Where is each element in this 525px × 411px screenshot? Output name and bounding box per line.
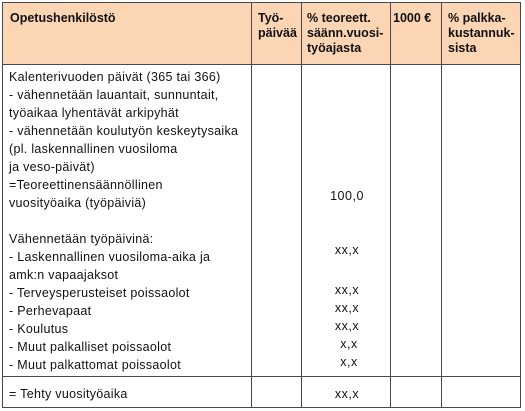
school-break-deduction-label-cont: (pl. laskennallinen vuosiloma [9,142,178,156]
row-divider [3,376,520,377]
other-unpaid-absence-value: x,x [340,355,358,369]
header-theoretical-line1: % teoreett. [307,11,371,25]
header-salary-cost-percent [448,11,515,56]
header-salary-line2: kustannuk- [448,26,515,40]
family-leave-value: xx,x [334,301,360,315]
other-unpaid-absence-label: - Muut palkattomat poissaolot [9,358,181,372]
calendar-days-label: Kalenterivuoden päivät (365 tai 366) [9,70,221,84]
deductions-heading: Vähennetään työpäivinä: [9,232,154,246]
theoretical-worktime-value: 100,0 [330,189,364,203]
theoretical-worktime-label: =Teoreettinensäännöllinen [9,178,163,192]
family-leave-label: - Perhevapaat [9,304,92,318]
column-divider [251,3,252,407]
health-absence-label: - Terveysperusteiset poissaolot [9,286,190,300]
header-workdays [258,11,297,41]
theoretical-worktime-label-cont: vuosityöaika (työpäiviä) [9,196,147,210]
school-break-deduction-label-cont2: ja veso-päivät) [9,160,95,174]
training-label: - Koulutus [9,322,69,336]
header-workdays-line2: päivää [258,26,297,40]
school-break-deduction-label: - vähennetään koulutyön keskeytysaika [9,124,239,138]
other-paid-absence-value: x,x [340,337,358,351]
header-salary-line1: % palkka- [448,11,506,25]
other-paid-absence-label: - Muut palkalliset poissaolot [9,340,172,354]
header-theoretical-line3: työajasta [307,41,362,55]
header-personnel: Opetushenkilöstö [10,11,116,25]
annual-leave-label-cont: amk:n vapaajaksot [9,268,119,282]
header-theoretical-percent [307,11,383,56]
weekend-deduction-label: - vähennetään lauantait, sunnuntait, [9,88,219,102]
annual-leave-value: xx,x [334,243,360,257]
actual-worktime-value: xx,x [334,387,360,401]
column-divider [441,3,442,407]
health-absence-value: xx,x [334,283,360,297]
header-workdays-line1: Työ- [258,11,284,25]
training-value: xx,x [334,319,360,333]
personnel-table [2,2,521,408]
header-salary-line3: sista [448,41,477,55]
header-theoretical-line2: säänn.vuosi- [307,26,384,40]
weekend-deduction-label-cont: työaikaa lyhentävät arkipyhät [9,106,179,120]
annual-leave-label: - Laskennallinen vuosiloma-aika ja [9,250,211,264]
header-thousand-euro: 1000 € [393,11,432,25]
actual-worktime-label: = Tehty vuosityöaika [9,387,128,401]
